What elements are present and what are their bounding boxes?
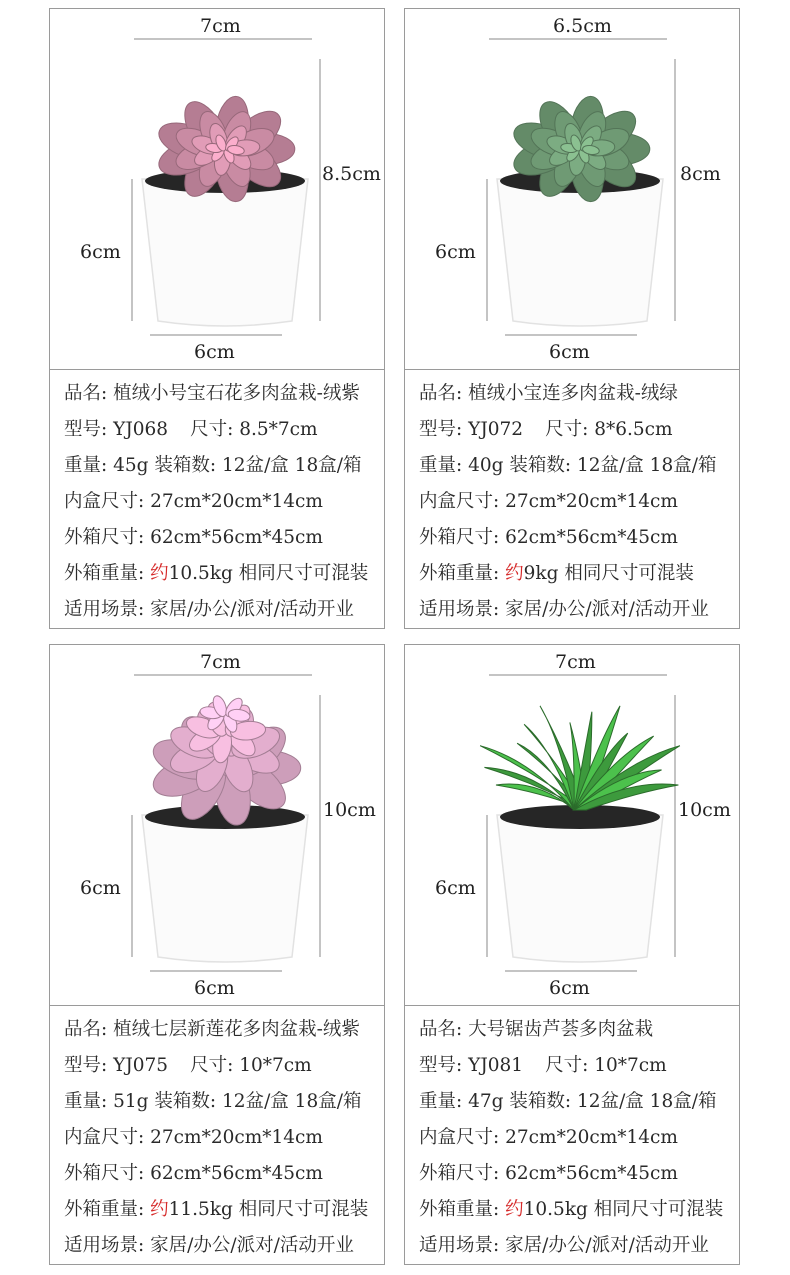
spec-inner-box: 内盒尺寸: 27cm*20cm*14cm bbox=[419, 1127, 678, 1148]
spec-weight: 重量: 40g 装箱数: 12盆/盒 18盒/箱 bbox=[419, 455, 717, 476]
product-card bbox=[49, 8, 385, 629]
spec-inner-box: 内盒尺寸: 27cm*20cm*14cm bbox=[419, 491, 678, 512]
spec-scene: 适用场景: 家居/办公/派对/活动开业 bbox=[419, 599, 709, 620]
top-width-label: 7cm bbox=[200, 15, 241, 37]
product-card bbox=[49, 644, 385, 1265]
spec-list bbox=[50, 370, 384, 628]
pot-shape bbox=[142, 815, 308, 962]
spec-outer-box: 外箱尺寸: 62cm*56cm*45cm bbox=[419, 1163, 678, 1184]
spec-model: 型号: YJ075 尺寸: 10*7cm bbox=[64, 1055, 312, 1076]
spec-inner-box: 内盒尺寸: 27cm*20cm*14cm bbox=[64, 1127, 323, 1148]
top-width-label: 7cm bbox=[555, 651, 596, 673]
spec-scene: 适用场景: 家居/办公/派对/活动开业 bbox=[64, 1235, 354, 1256]
spec-list bbox=[405, 370, 739, 628]
plant-illustration bbox=[405, 9, 739, 370]
spec-outer-box: 外箱尺寸: 62cm*56cm*45cm bbox=[64, 527, 323, 548]
spec-outer-box: 外箱尺寸: 62cm*56cm*45cm bbox=[419, 527, 678, 548]
spec-scene: 适用场景: 家居/办公/派对/活动开业 bbox=[64, 599, 354, 620]
pot-height-label: 6cm bbox=[80, 241, 121, 263]
plant-illustration bbox=[50, 645, 384, 1006]
bottom-width-label: 6cm bbox=[549, 977, 590, 999]
spec-model: 型号: YJ081 尺寸: 10*7cm bbox=[419, 1055, 667, 1076]
height-label: 10cm bbox=[323, 799, 376, 821]
spec-model: 型号: YJ072 尺寸: 8*6.5cm bbox=[419, 419, 673, 440]
product-card bbox=[404, 8, 740, 629]
spec-gross-weight: 外箱重量: 约9kg 相同尺寸可混装 bbox=[419, 563, 694, 584]
spec-list bbox=[405, 1006, 739, 1264]
product-photo bbox=[405, 645, 739, 1006]
spec-outer-box: 外箱尺寸: 62cm*56cm*45cm bbox=[64, 1163, 323, 1184]
bottom-width-label: 6cm bbox=[194, 341, 235, 363]
top-width-label: 6.5cm bbox=[553, 15, 612, 37]
bottom-width-label: 6cm bbox=[549, 341, 590, 363]
spec-weight: 重量: 51g 装箱数: 12盆/盒 18盒/箱 bbox=[64, 1091, 362, 1112]
spec-gross-weight: 外箱重量: 约10.5kg 相同尺寸可混装 bbox=[64, 563, 369, 584]
pot-shape bbox=[142, 179, 308, 326]
spec-weight: 重量: 47g 装箱数: 12盆/盒 18盒/箱 bbox=[419, 1091, 717, 1112]
pot-shape bbox=[497, 179, 663, 326]
spec-gross-weight: 外箱重量: 约10.5kg 相同尺寸可混装 bbox=[419, 1199, 724, 1220]
spec-name: 品名: 大号锯齿芦荟多肉盆栽 bbox=[419, 1019, 654, 1040]
spec-weight: 重量: 45g 装箱数: 12盆/盒 18盒/箱 bbox=[64, 455, 362, 476]
bottom-width-label: 6cm bbox=[194, 977, 235, 999]
pot-height-label: 6cm bbox=[435, 877, 476, 899]
plant-illustration bbox=[50, 9, 384, 370]
spec-name: 品名: 植绒七层新莲花多肉盆栽-绒紫 bbox=[64, 1019, 360, 1040]
spec-inner-box: 内盒尺寸: 27cm*20cm*14cm bbox=[64, 491, 323, 512]
spec-gross-weight: 外箱重量: 约11.5kg 相同尺寸可混装 bbox=[64, 1199, 369, 1220]
product-photo bbox=[50, 645, 384, 1006]
height-label: 10cm bbox=[678, 799, 731, 821]
pot-shape bbox=[497, 815, 663, 962]
spec-model: 型号: YJ068 尺寸: 8.5*7cm bbox=[64, 419, 318, 440]
height-label: 8.5cm bbox=[322, 163, 381, 185]
spec-list bbox=[50, 1006, 384, 1264]
pot-height-label: 6cm bbox=[80, 877, 121, 899]
height-label: 8cm bbox=[680, 163, 721, 185]
spec-name: 品名: 植绒小宝连多肉盆栽-绒绿 bbox=[419, 383, 678, 404]
pot-height-label: 6cm bbox=[435, 241, 476, 263]
top-width-label: 7cm bbox=[200, 651, 241, 673]
spec-scene: 适用场景: 家居/办公/派对/活动开业 bbox=[419, 1235, 709, 1256]
product-photo bbox=[50, 9, 384, 370]
plant-illustration bbox=[405, 645, 739, 1006]
spec-name: 品名: 植绒小号宝石花多肉盆栽-绒紫 bbox=[64, 383, 360, 404]
product-photo bbox=[405, 9, 739, 370]
product-card bbox=[404, 644, 740, 1265]
